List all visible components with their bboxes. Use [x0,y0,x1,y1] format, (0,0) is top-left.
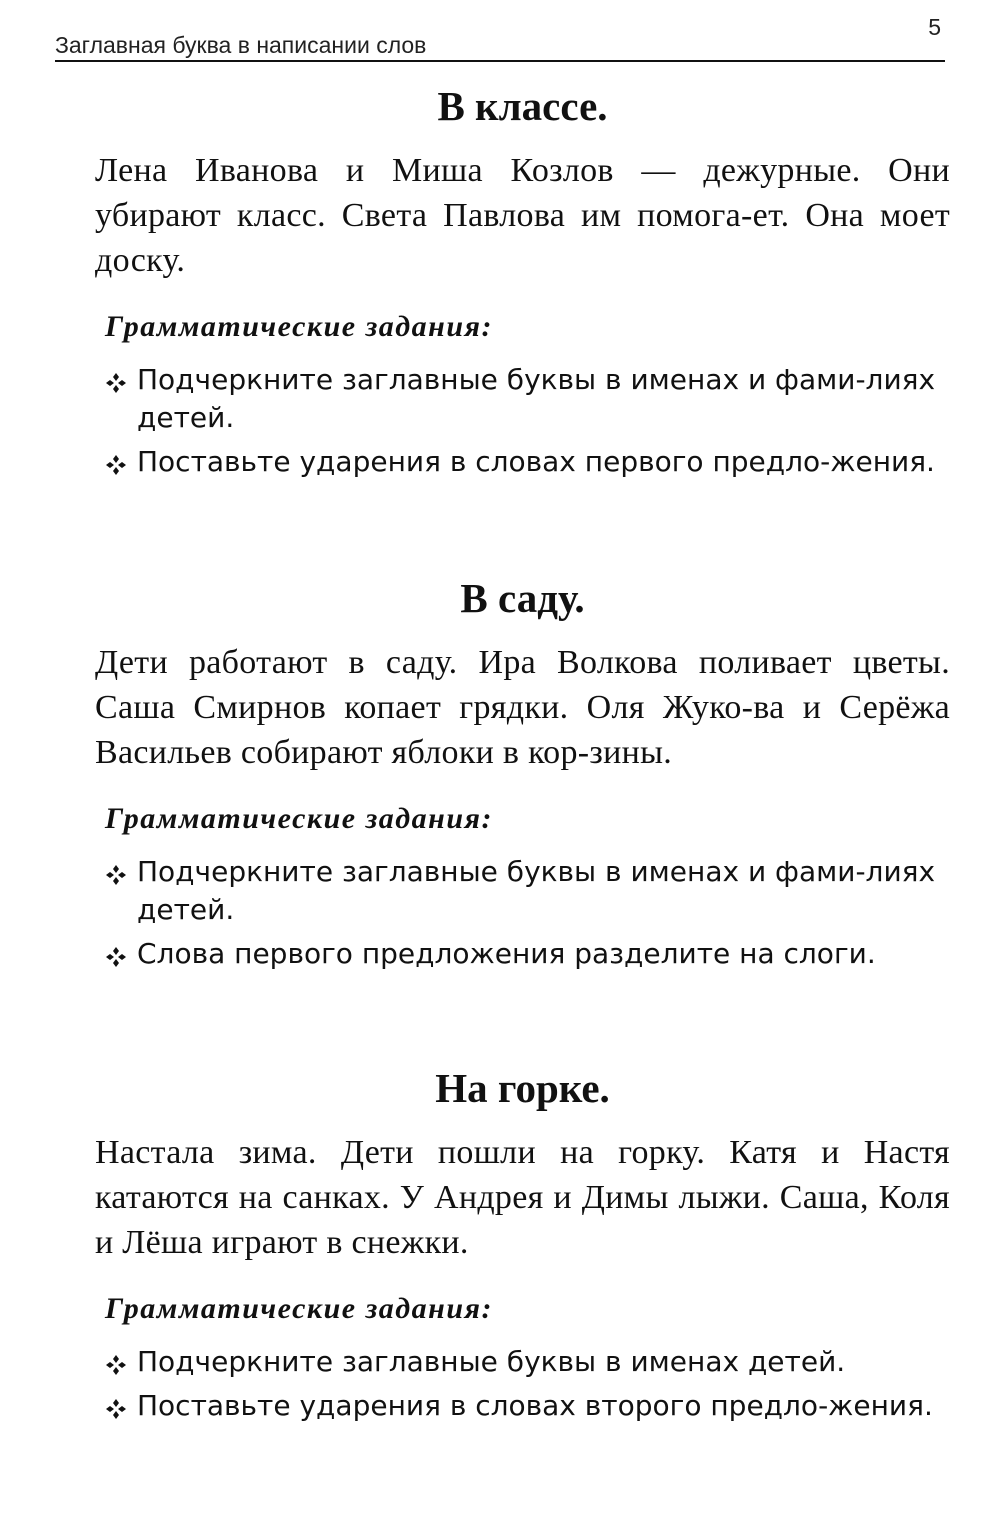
story-title: В классе. [437,83,608,129]
story-section-v-klasse [95,82,950,487]
story-text: Дети работают в саду. Ира Волкова поливает цветы. Саша Смирнов копает грядки. Оля Жуко-ва и Серёжа Васильев собирают яблоки в кор-зины. [95,644,950,771]
four-diamond-bullet-icon [105,1398,127,1420]
task-text: Слова первого предложения разделите на слоги. [137,937,876,970]
tasks-heading: Грамматические задания: [105,1292,493,1325]
four-diamond-bullet-icon [105,1354,127,1376]
story-title: На горке. [435,1065,610,1111]
tasks-heading: Грамматические задания: [105,802,493,835]
four-diamond-bullet-icon [105,946,127,968]
task-text: Подчеркните заглавные буквы в именах и фами-лиях детей. [137,855,936,926]
task-item [95,935,950,973]
task-text: Подчеркните заглавные буквы в именах и фами-лиях детей. [137,363,936,434]
story-section-na-gorke [95,1064,950,1431]
tasks-heading: Грамматические задания: [105,310,493,343]
task-text: Поставьте ударения в словах второго предло-жения. [137,1389,933,1422]
four-diamond-bullet-icon [105,864,127,886]
task-item [95,443,950,481]
task-item [95,853,950,929]
story-text: Настала зима. Дети пошли на горку. Катя и Настя катаются на санках. У Андрея и Димы лыжи. Саша, Коля и Лёша играют в снежки. [95,1134,950,1261]
task-list [95,361,950,481]
task-item [95,1343,950,1381]
story-title: В саду. [460,575,585,621]
task-list [95,1343,950,1425]
four-diamond-bullet-icon [105,372,127,394]
running-header [55,14,945,62]
running-title: Заглавная буква в написании слов [55,32,427,58]
page-number: 5 [928,14,941,40]
task-text: Подчеркните заглавные буквы в именах детей. [137,1345,846,1378]
task-list [95,853,950,973]
story-section-v-sadu [95,574,950,979]
task-text: Поставьте ударения в словах первого предло-жения. [137,445,935,478]
story-text: Лена Иванова и Миша Козлов — дежурные. Они убирают класс. Света Павлова им помога-ет. Она моет доску. [95,152,950,279]
task-item [95,361,950,437]
task-item [95,1387,950,1425]
four-diamond-bullet-icon [105,454,127,476]
